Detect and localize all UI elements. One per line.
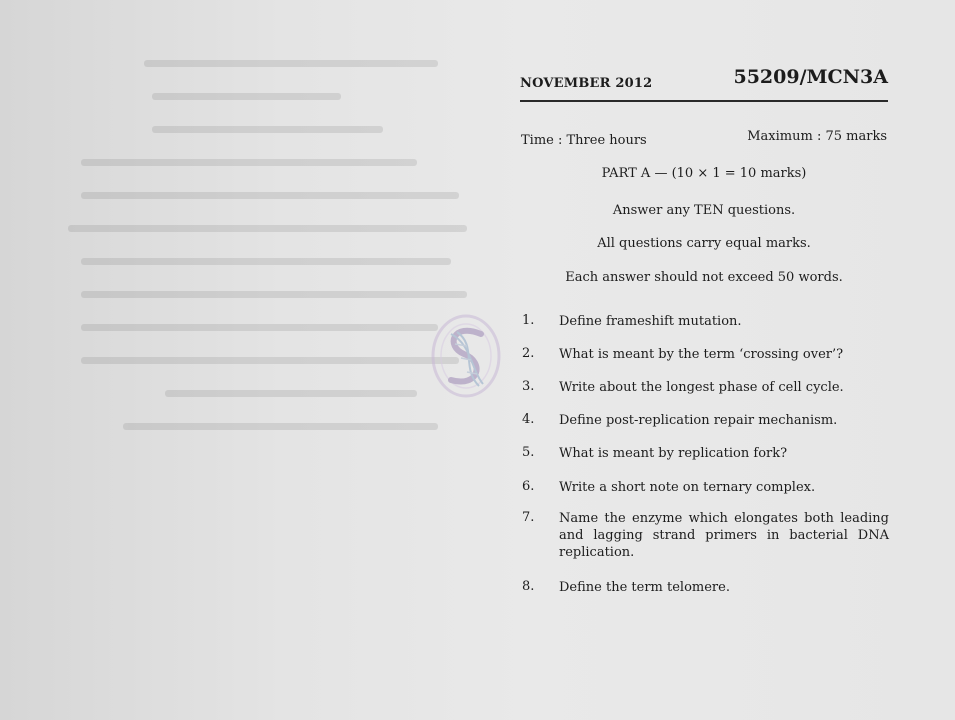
question-text: Define post-replication repair mechanism.	[559, 413, 838, 428]
maximum-marks: Maximum : 75 marks	[747, 129, 887, 144]
question-text: Write about the longest phase of cell cycle.	[559, 380, 844, 395]
question-text: Define the term telomere.	[559, 580, 730, 595]
question-number: 2.	[522, 346, 535, 361]
bleed-through-text	[60, 60, 480, 580]
question-number: 8.	[522, 579, 535, 594]
question-number: 5.	[522, 445, 535, 460]
paper-code: 55209/MCN3A	[733, 66, 888, 88]
question-text: What is meant by replication fork?	[559, 446, 788, 461]
question-number: 1.	[522, 313, 535, 328]
question-text: What is meant by the term ‘crossing over’?	[559, 347, 844, 362]
question-text: Write a short note on ternary complex.	[559, 480, 816, 495]
exam-month: NOVEMBER 2012	[520, 76, 653, 91]
part-title: PART A — (10 × 1 = 10 marks)	[601, 166, 807, 181]
question-number: 4.	[522, 412, 535, 427]
question-number: 6.	[522, 479, 535, 494]
instruction-line: All questions carry equal marks.	[597, 236, 811, 251]
question-text: Name the enzyme which elongates both leading and lagging strand primers in bacterial DNA replication.	[559, 511, 889, 560]
exam-header	[520, 66, 890, 98]
dna-s-logo-icon	[431, 314, 501, 404]
instruction-line: Each answer should not exceed 50 words.	[565, 270, 843, 285]
exam-duration: Time : Three hours	[521, 133, 647, 148]
header-rule	[520, 100, 888, 102]
instruction-line: Answer any TEN questions.	[612, 203, 796, 218]
question-text: Define frameshift mutation.	[559, 314, 742, 329]
question-number: 7.	[522, 510, 535, 525]
question-number: 3.	[522, 379, 535, 394]
